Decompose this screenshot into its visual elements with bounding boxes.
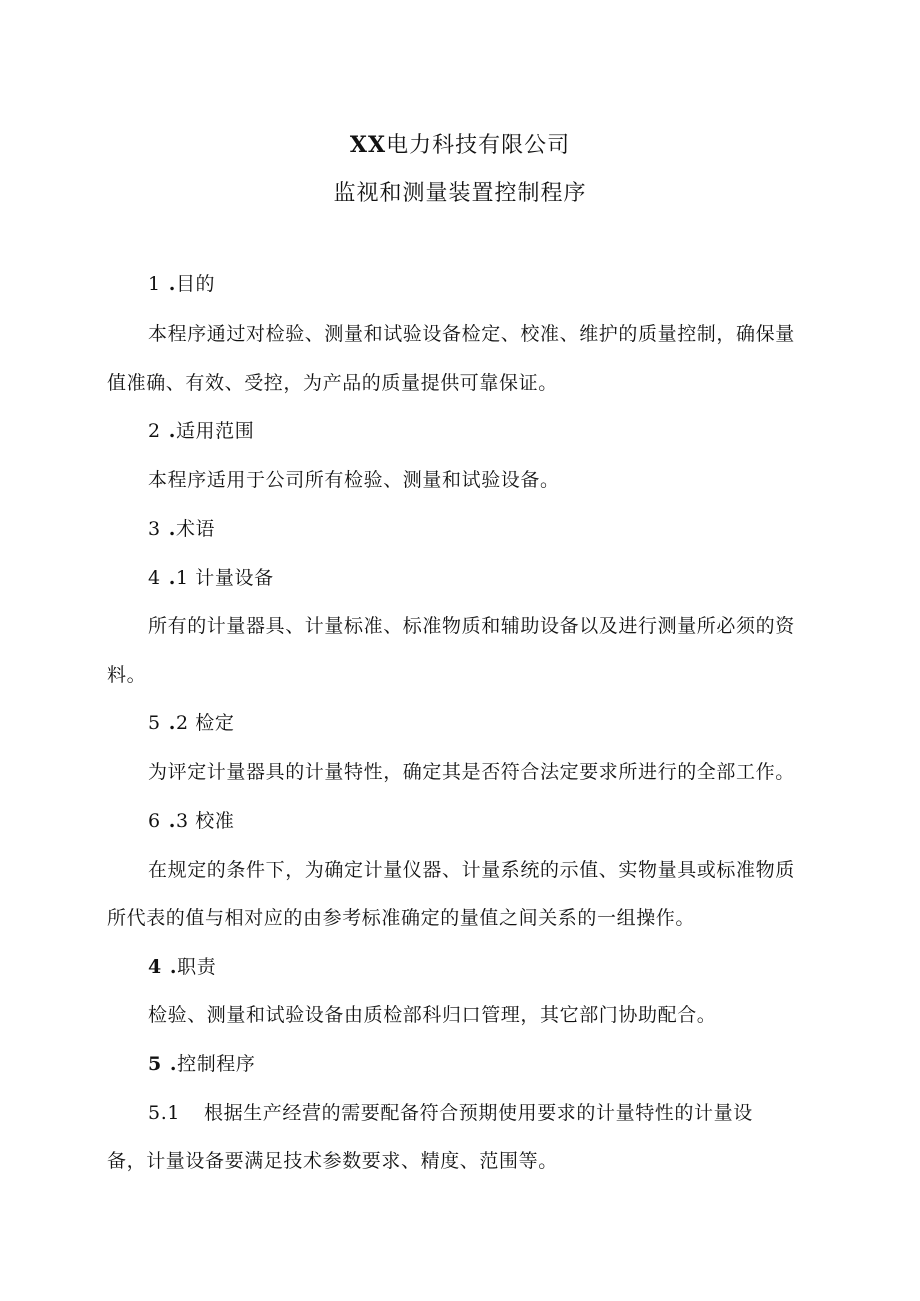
company-title [0, 128, 920, 159]
section-2-body: 本程序适用于公司所有检验、测量和试验设备。 [148, 469, 560, 491]
section-number: 4 [148, 956, 164, 978]
subsection-number: 1 [175, 567, 189, 589]
section-dot: . [168, 712, 176, 734]
section-number: 2 [148, 420, 163, 442]
section-5-heading [148, 1052, 256, 1076]
item-5-1-line-1 [148, 1101, 753, 1125]
section-title: 检定 [195, 712, 235, 734]
section-number: 1 [148, 273, 163, 295]
section-number: 6 [148, 810, 163, 832]
section-3-heading [148, 517, 215, 541]
subsection-3-2-body: 为评定计量器具的计量特性，确定其是否符合法定要求所进行的全部工作。 [148, 761, 795, 783]
subsection-3-3-heading [148, 809, 235, 833]
subsection-3-3-body-line-1: 在规定的条件下，为确定计量仪器、计量系统的示值、实物量具或标准物质 [148, 859, 795, 881]
section-title: 术语 [175, 518, 216, 540]
subsection-3-1-body-line-1: 所有的计量器具、计量标准、标准物质和辅助设备以及进行测量所必须的资 [148, 615, 795, 637]
section-title: 目的 [175, 273, 216, 295]
section-title: 职责 [177, 956, 217, 978]
section-number: 5 [148, 712, 163, 734]
section-1-body-line-1: 本程序通过对检验、测量和试验设备检定、校准、维护的质量控制，确保量 [148, 323, 795, 345]
section-title: 适用范围 [175, 420, 255, 442]
section-number: 4 [148, 567, 163, 589]
section-title: 控制程序 [177, 1053, 256, 1075]
section-2-heading [148, 419, 254, 443]
section-dot: . [168, 567, 176, 589]
subsection-3-1-heading [148, 566, 274, 590]
subsection-3-1-body-line-2: 料。 [107, 664, 147, 686]
section-dot: . [168, 810, 176, 832]
item-number: 5.1 [148, 1102, 181, 1124]
section-number: 3 [148, 518, 163, 540]
section-dot: . [168, 420, 176, 442]
subsection-number: 2 [175, 712, 189, 734]
section-title: 校准 [195, 810, 235, 832]
company-prefix: XX [349, 132, 387, 158]
subsection-number: 3 [175, 810, 189, 832]
item-5-1-line-2: 备，计量设备要满足技术参数要求、精度、范围等。 [107, 1150, 558, 1172]
section-dot: . [168, 273, 176, 295]
section-1-body-line-2: 值准确、有效、受控，为产品的质量提供可靠保证。 [107, 372, 558, 394]
section-dot: . [168, 518, 176, 540]
subsection-3-2-heading [148, 711, 235, 735]
section-4-body: 检验、测量和试验设备由质检部科归口管理，其它部门协助配合。 [148, 1004, 717, 1026]
item-text: 根据生产经营的需要配备符合预期使用要求的计量特性的计量设 [204, 1102, 753, 1124]
subsection-3-3-body-line-2: 所代表的值与相对应的由参考标准确定的量值之间关系的一组操作。 [107, 907, 696, 929]
section-dot: . [169, 956, 178, 978]
section-title: 计量设备 [195, 567, 274, 589]
section-1-heading [148, 272, 215, 296]
document-title: 监视和测量装置控制程序 [333, 181, 587, 206]
company-name: 电力科技有限公司 [386, 133, 571, 158]
section-4-heading [148, 955, 216, 979]
section-number: 5 [148, 1053, 164, 1075]
section-dot: . [169, 1053, 178, 1075]
